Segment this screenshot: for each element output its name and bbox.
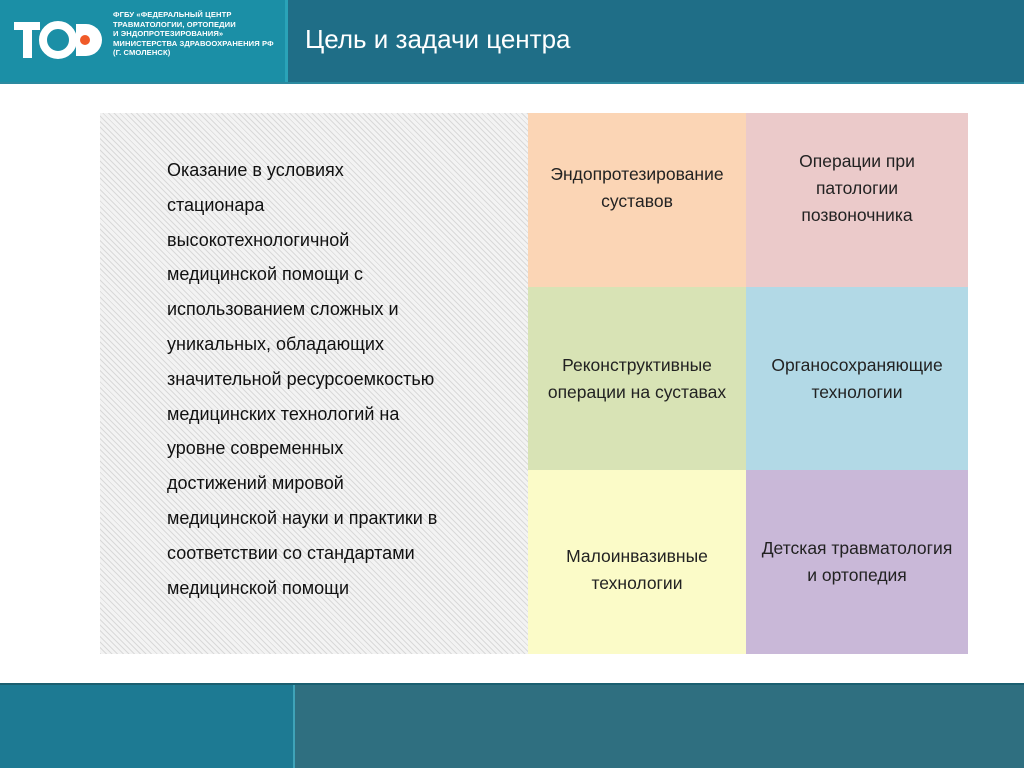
cell-spine-surgery: [746, 113, 968, 287]
cell-line: Детская травматология: [761, 538, 953, 558]
cell-line: патологии: [815, 177, 899, 198]
text-line: Оказание в условиях: [167, 160, 344, 180]
text-line: медицинской науки и практики в: [167, 507, 438, 528]
logo-panel: [0, 0, 285, 82]
text-line: высокотехнологичной: [167, 229, 350, 250]
cell-line: позвоночника: [801, 204, 913, 225]
cell-organ-preserving: [746, 287, 968, 470]
cell-line: Операции при: [799, 150, 915, 171]
text-line: использованием сложных и: [167, 299, 399, 320]
cell-line: Малоинвазивные: [566, 546, 708, 566]
cell-endoprosthetics: [528, 113, 746, 287]
cell-line: Органосохраняющие: [771, 354, 943, 375]
org-line: И ЭНДОПРОТЕЗИРОВАНИЯ»: [113, 29, 224, 39]
cell-line: Эндопротезирование: [550, 164, 724, 184]
header-divider: [285, 0, 288, 82]
text-line: стационара: [167, 194, 265, 215]
footer-left-panel: [0, 685, 293, 768]
cell-line: технологии: [811, 381, 903, 402]
text-line: достижений мировой: [167, 473, 344, 494]
organization-name: [113, 10, 283, 58]
org-line: МИНИСТЕРСТВА ЗДРАВООХРАНЕНИЯ РФ: [113, 38, 274, 48]
header-rule: [0, 82, 1024, 84]
text-line: уникальных, обладающих: [167, 333, 384, 354]
logo-icon: [14, 18, 102, 62]
cell-line: суставов: [601, 191, 673, 211]
cell-line: Реконструктивные: [562, 354, 712, 375]
text-line: уровне современных: [167, 438, 344, 459]
mission-text: [167, 153, 497, 605]
cell-reconstructive: [528, 287, 746, 470]
text-line: медицинской помощи: [167, 577, 350, 598]
org-line: ТРАВМАТОЛОГИИ, ОРТОПЕДИИ: [113, 19, 236, 29]
cell-line: технологии: [591, 573, 683, 593]
org-line: (Г. СМОЛЕНСК): [113, 48, 171, 58]
org-line: ФГБУ «ФЕДЕРАЛЬНЫЙ ЦЕНТР: [113, 10, 232, 19]
cell-line: операции на суставах: [547, 381, 727, 402]
cell-minimally-invasive: [528, 470, 746, 654]
page-title: Цель и задачи центра: [305, 24, 571, 54]
text-line: соответствии со стандартами: [167, 542, 415, 563]
text-line: медицинских технологий на: [167, 403, 400, 424]
cell-line: и ортопедия: [807, 565, 907, 585]
text-line: медицинской помощи с: [167, 264, 364, 285]
footer-divider: [293, 685, 295, 768]
text-line: значительной ресурсоемкостью: [167, 368, 435, 389]
cell-pediatric: [746, 470, 968, 654]
